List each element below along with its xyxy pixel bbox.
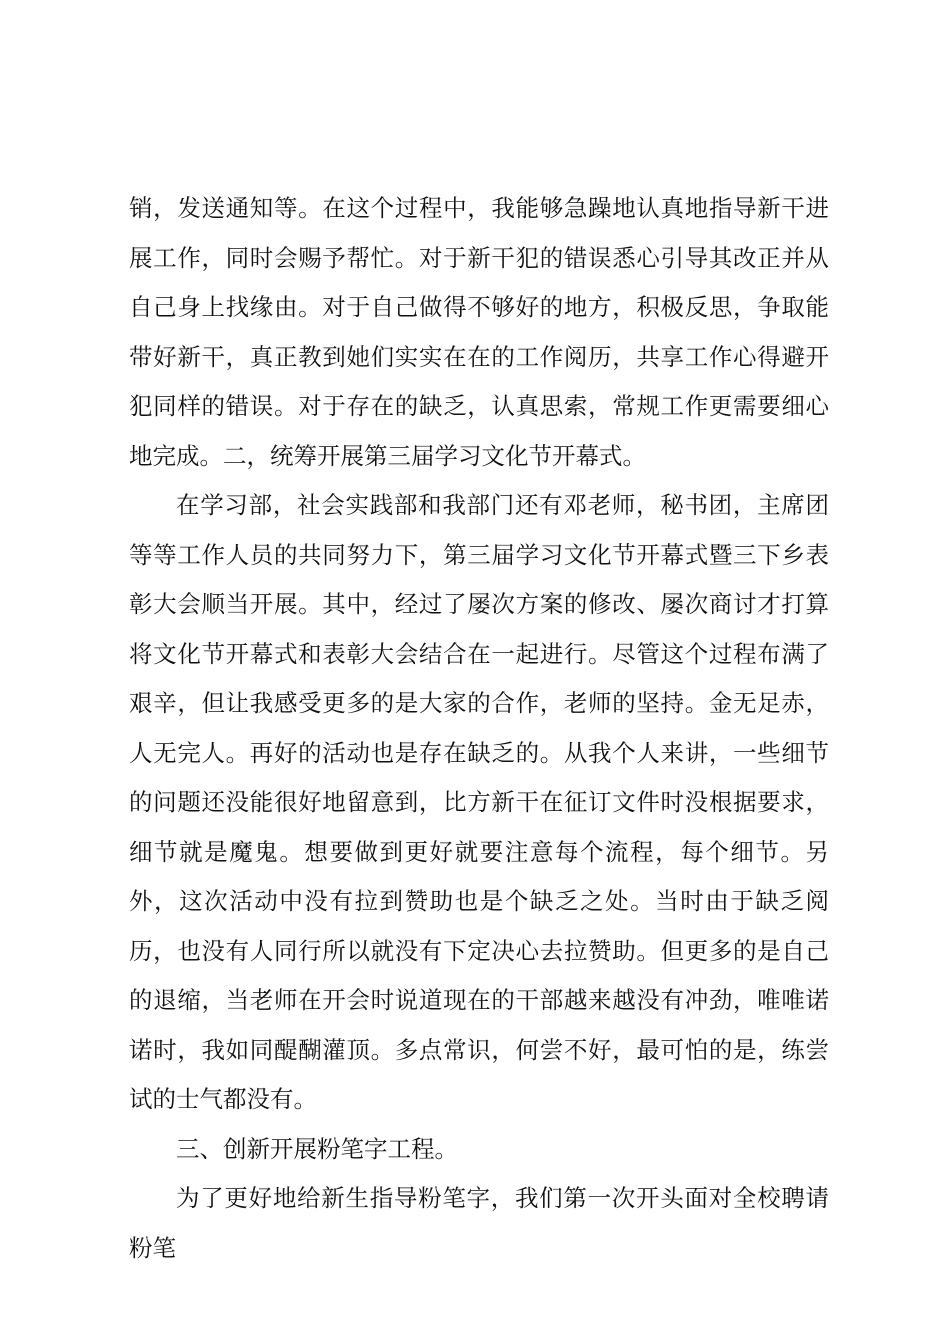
- document-body: [129, 184, 829, 1273]
- section-heading-3: 三、创新开展粉笔字工程。: [176, 1134, 458, 1163]
- body-paragraph-1: 销，发送通知等。在这个过程中，我能够急躁地认真地指导新干进展工作，同时会赐予帮忙。对于新干犯的错误悉心引导其改正并从自己身上找缘由。对于自己做得不够好的地方，积极反思，争取能带好新干，真正教到她们实实在在的工作阅历，共享工作心得避开犯同样的错误。对于存在的缺乏，认真思索，常规工作更需要细心地完成。二，统筹开展第三届学习文化节开幕式。: [129, 194, 829, 470]
- body-paragraph-2: 在学习部，社会实践部和我部门还有邓老师，秘书团，主席团等等工作人员的共同努力下，第三届学习文化节开幕式暨三下乡表彰大会顺当开展。其中，经过了屡次方案的修改、屡次商讨才打算将文化节开幕式和表彰大会结合在一起进行。尽管这个过程布满了艰辛，但让我感受更多的是大家的合作，老师的坚持。金无足赤，人无完人。再好的活动也是存在缺乏的。从我个人来讲，一些细节的问题还没能很好地留意到，比方新干在征订文件时没根据要求，细节就是魔鬼。想要做到更好就要注意每个流程，每个细节。另外，这次活动中没有拉到赞助也是个缺乏之处。当时由于缺乏阅历，也没有人同行所以就没有下定决心去拉赞助。但更多的是自己的退缩，当老师在开会时说道现在的干部越来越没有冲劲，唯唯诺诺时，我如同醍醐灌顶。多点常识，何尝不好，最可怕的是，练尝试的士气都没有。: [129, 491, 829, 1113]
- body-paragraph-4: 为了更好地给新生指导粉笔字，我们第一次开头面对全校聘请粉笔: [129, 1184, 829, 1262]
